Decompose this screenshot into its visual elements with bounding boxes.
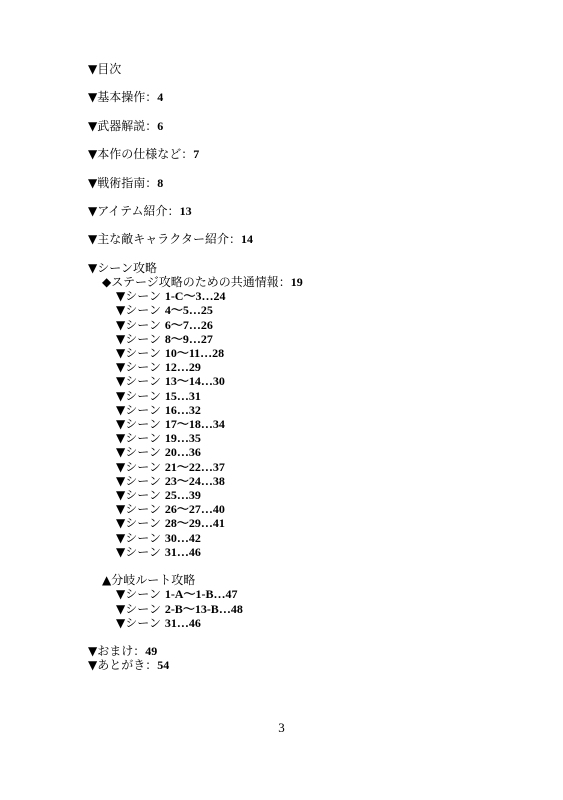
toc-scene-value: 21〜22…37	[164, 459, 225, 474]
toc-scene-label: ▼シーン	[116, 544, 165, 559]
toc-scene-item	[88, 332, 303, 346]
toc-scene-value: 28〜29…41	[164, 516, 225, 531]
toc-scene-item	[88, 374, 303, 388]
toc-scene-item	[88, 445, 303, 459]
toc-scene-label: ▼シーン	[116, 416, 165, 431]
toc-scene-value: 4〜5…25	[164, 303, 213, 318]
toc-item-enemies	[88, 232, 303, 246]
toc-scene-item	[88, 516, 303, 530]
toc-scene-label: ▼シーン	[116, 459, 165, 474]
toc-item-page: 13	[179, 203, 192, 218]
toc-item-extras	[88, 644, 303, 658]
toc-scene-value: 16…32	[164, 402, 201, 417]
toc-scene-item	[88, 502, 303, 516]
toc-item-page: 49	[145, 644, 158, 659]
toc-scene-label: ▼シーン	[116, 303, 165, 318]
toc-scene-item	[88, 346, 303, 360]
toc-scene-value: 26〜27…40	[164, 502, 225, 517]
toc-scene-label: ▼シーン	[116, 445, 165, 460]
toc-section-scenes: ▼シーン攻略	[88, 260, 157, 275]
toc-scene-value: 15…31	[164, 388, 201, 403]
toc-section-branch-routes: ▲分岐ルート攻略	[102, 573, 196, 588]
toc-scene-item	[88, 289, 303, 303]
toc-item-page: 14	[241, 232, 253, 247]
toc-item-label: ▼武器解説：	[88, 118, 158, 133]
toc-item-label: ◆ステージ攻略のための共通情報：	[102, 274, 291, 289]
toc-item-page: 6	[157, 118, 164, 133]
toc-scene-value: 30…42	[164, 530, 201, 545]
toc-scene-item	[88, 318, 303, 332]
toc-scene-item	[88, 488, 303, 502]
toc-scene-value: 8〜9…27	[164, 331, 213, 346]
toc-item-page: 7	[193, 147, 200, 162]
toc-item-label: ▼あとがき：	[88, 658, 158, 673]
toc-scene-value: 10〜11…28	[164, 345, 225, 360]
toc-scene-value: 31…46	[164, 615, 201, 630]
toc-item-afterword	[88, 658, 303, 672]
toc-item-page: 4	[157, 90, 164, 105]
toc-scene-value: 25…39	[164, 487, 201, 502]
toc-scene-item	[88, 360, 303, 374]
toc-scene-label: ▼シーン	[116, 331, 165, 346]
toc-item-label: ▼アイテム紹介：	[88, 203, 180, 218]
toc-item-label: ▼主な敵キャラクター紹介：	[88, 232, 241, 247]
toc-item-label: ▼本作の仕様など：	[88, 147, 194, 162]
toc-scene-item	[88, 417, 303, 431]
toc-scene-label: ▼シーン	[116, 587, 165, 602]
toc-scene-label: ▼シーン	[116, 360, 165, 375]
toc-scene-label: ▼シーン	[116, 345, 165, 360]
toc-scene-value: 17〜18…34	[164, 416, 225, 431]
toc-item-label: ▼基本操作：	[88, 90, 158, 105]
toc-scene-label: ▼シーン	[116, 388, 165, 403]
toc-item-label: ▼おまけ：	[88, 644, 146, 659]
toc-scene-item	[88, 389, 303, 403]
toc-scene-value: 1-A〜1-B…47	[164, 587, 238, 602]
toc-scene-item	[88, 403, 303, 417]
toc-item-label: ▼戦術指南：	[88, 175, 158, 190]
toc-item-common-info	[88, 275, 303, 289]
toc-scene-label: ▼シーン	[116, 502, 165, 517]
toc-scene-value: 1-C〜3…24	[164, 289, 226, 304]
toc-scene-item	[88, 303, 303, 317]
toc-scene-value: 19…35	[164, 431, 201, 446]
toc-scene-label: ▼シーン	[116, 615, 165, 630]
toc-item-items	[88, 204, 303, 218]
toc-item-specs	[88, 147, 303, 161]
toc-scene-value: 2-B〜13-B…48	[164, 601, 243, 616]
toc-scene-value: 23〜24…38	[164, 473, 225, 488]
toc-item-basic-controls	[88, 90, 303, 104]
toc-scene-label: ▼シーン	[116, 530, 165, 545]
toc-scene-label: ▼シーン	[116, 374, 165, 389]
toc-scene-label: ▼シーン	[116, 516, 165, 531]
toc-item-page: 8	[157, 175, 164, 190]
toc-item-weapons	[88, 119, 303, 133]
toc-scene-item	[88, 531, 303, 545]
toc-scene-label: ▼シーン	[116, 601, 165, 616]
toc-scene-value: 13〜14…30	[164, 374, 225, 389]
toc-scene-label: ▼シーン	[116, 317, 165, 332]
toc-scene-value: 6〜7…26	[164, 317, 213, 332]
toc-scene-item	[88, 460, 303, 474]
toc-branch-scene-item	[88, 587, 303, 601]
page-number: 3	[278, 720, 285, 735]
toc-scene-item	[88, 545, 303, 559]
toc-scene-label: ▼シーン	[116, 473, 165, 488]
toc-scene-item	[88, 431, 303, 445]
toc-scene-value: 12…29	[164, 360, 201, 375]
toc-item-tactics	[88, 176, 303, 190]
table-of-contents	[88, 62, 303, 673]
toc-scene-label: ▼シーン	[116, 487, 165, 502]
toc-scene-label: ▼シーン	[116, 289, 165, 304]
toc-scene-label: ▼シーン	[116, 402, 165, 417]
toc-heading: ▼目次	[88, 62, 122, 76]
toc-scene-value: 20…36	[164, 445, 201, 460]
toc-item-page: 19	[290, 274, 303, 289]
toc-scene-value: 31…46	[164, 544, 201, 559]
toc-branch-scene-item	[88, 616, 303, 630]
toc-scene-label: ▼シーン	[116, 431, 165, 446]
toc-item-page: 54	[157, 658, 170, 673]
toc-branch-scene-item	[88, 602, 303, 616]
toc-scene-item	[88, 474, 303, 488]
